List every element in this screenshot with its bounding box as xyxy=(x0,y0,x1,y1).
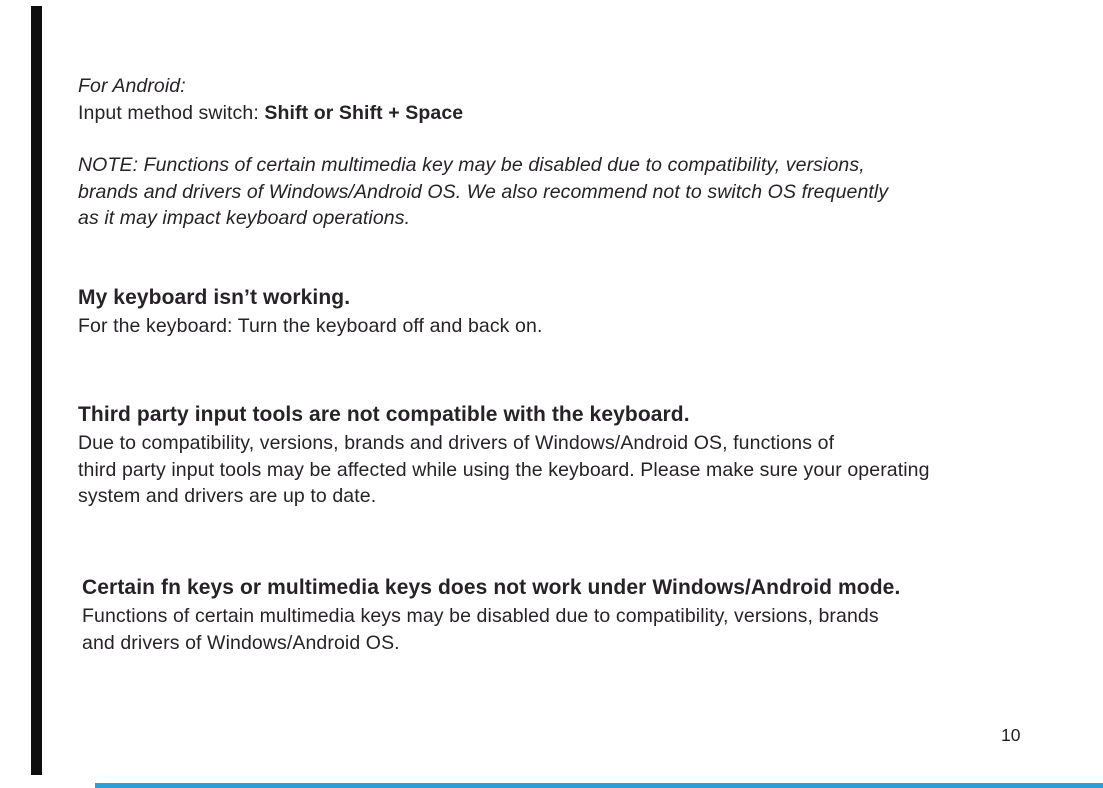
faq-body-line: and drivers of Windows/Android OS. xyxy=(82,631,400,654)
note-line: brands and drivers of Windows/Android OS. We also recommend not to switch OS frequently xyxy=(78,180,889,203)
faq-body-line: system and drivers are up to date. xyxy=(78,485,377,507)
note-line: as it may impact keyboard operations. xyxy=(78,207,411,229)
faq-body-line: Functions of certain multimedia keys may be disabled due to compatibility, versions, brands xyxy=(82,605,879,627)
faq-section-third-party-tools xyxy=(78,401,930,510)
android-input-switch-block xyxy=(78,73,463,126)
note-paragraph xyxy=(78,152,888,232)
faq-heading: My keyboard isn’t working. xyxy=(78,286,351,309)
left-accent-bar xyxy=(31,6,42,775)
shortcut-keys: Shift or Shift + Space xyxy=(264,101,464,124)
faq-body-line: For the keyboard: Turn the keyboard off and back on. xyxy=(78,315,543,337)
page-number: 10 xyxy=(1001,725,1021,745)
faq-section-fn-multimedia-keys xyxy=(82,574,900,656)
faq-body-line: third party input tools may be affected while using the keyboard. Please make sure your operating xyxy=(78,458,930,481)
faq-section-keyboard-not-working xyxy=(78,284,542,340)
input-method-switch-prefix: Input method switch: xyxy=(78,101,265,124)
platform-label: For Android: xyxy=(78,75,186,97)
footer-rule xyxy=(95,783,1103,788)
faq-heading: Certain fn keys or multimedia keys does not work under Windows/Android mode. xyxy=(82,576,901,599)
note-line: NOTE: Functions of certain multimedia key may be disabled due to compatibility, versions, xyxy=(78,154,865,176)
faq-heading: Third party input tools are not compatible with the keyboard. xyxy=(78,403,690,426)
faq-body-line: Due to compatibility, versions, brands and drivers of Windows/Android OS, functions of xyxy=(78,432,835,454)
input-method-switch-line xyxy=(78,100,463,127)
